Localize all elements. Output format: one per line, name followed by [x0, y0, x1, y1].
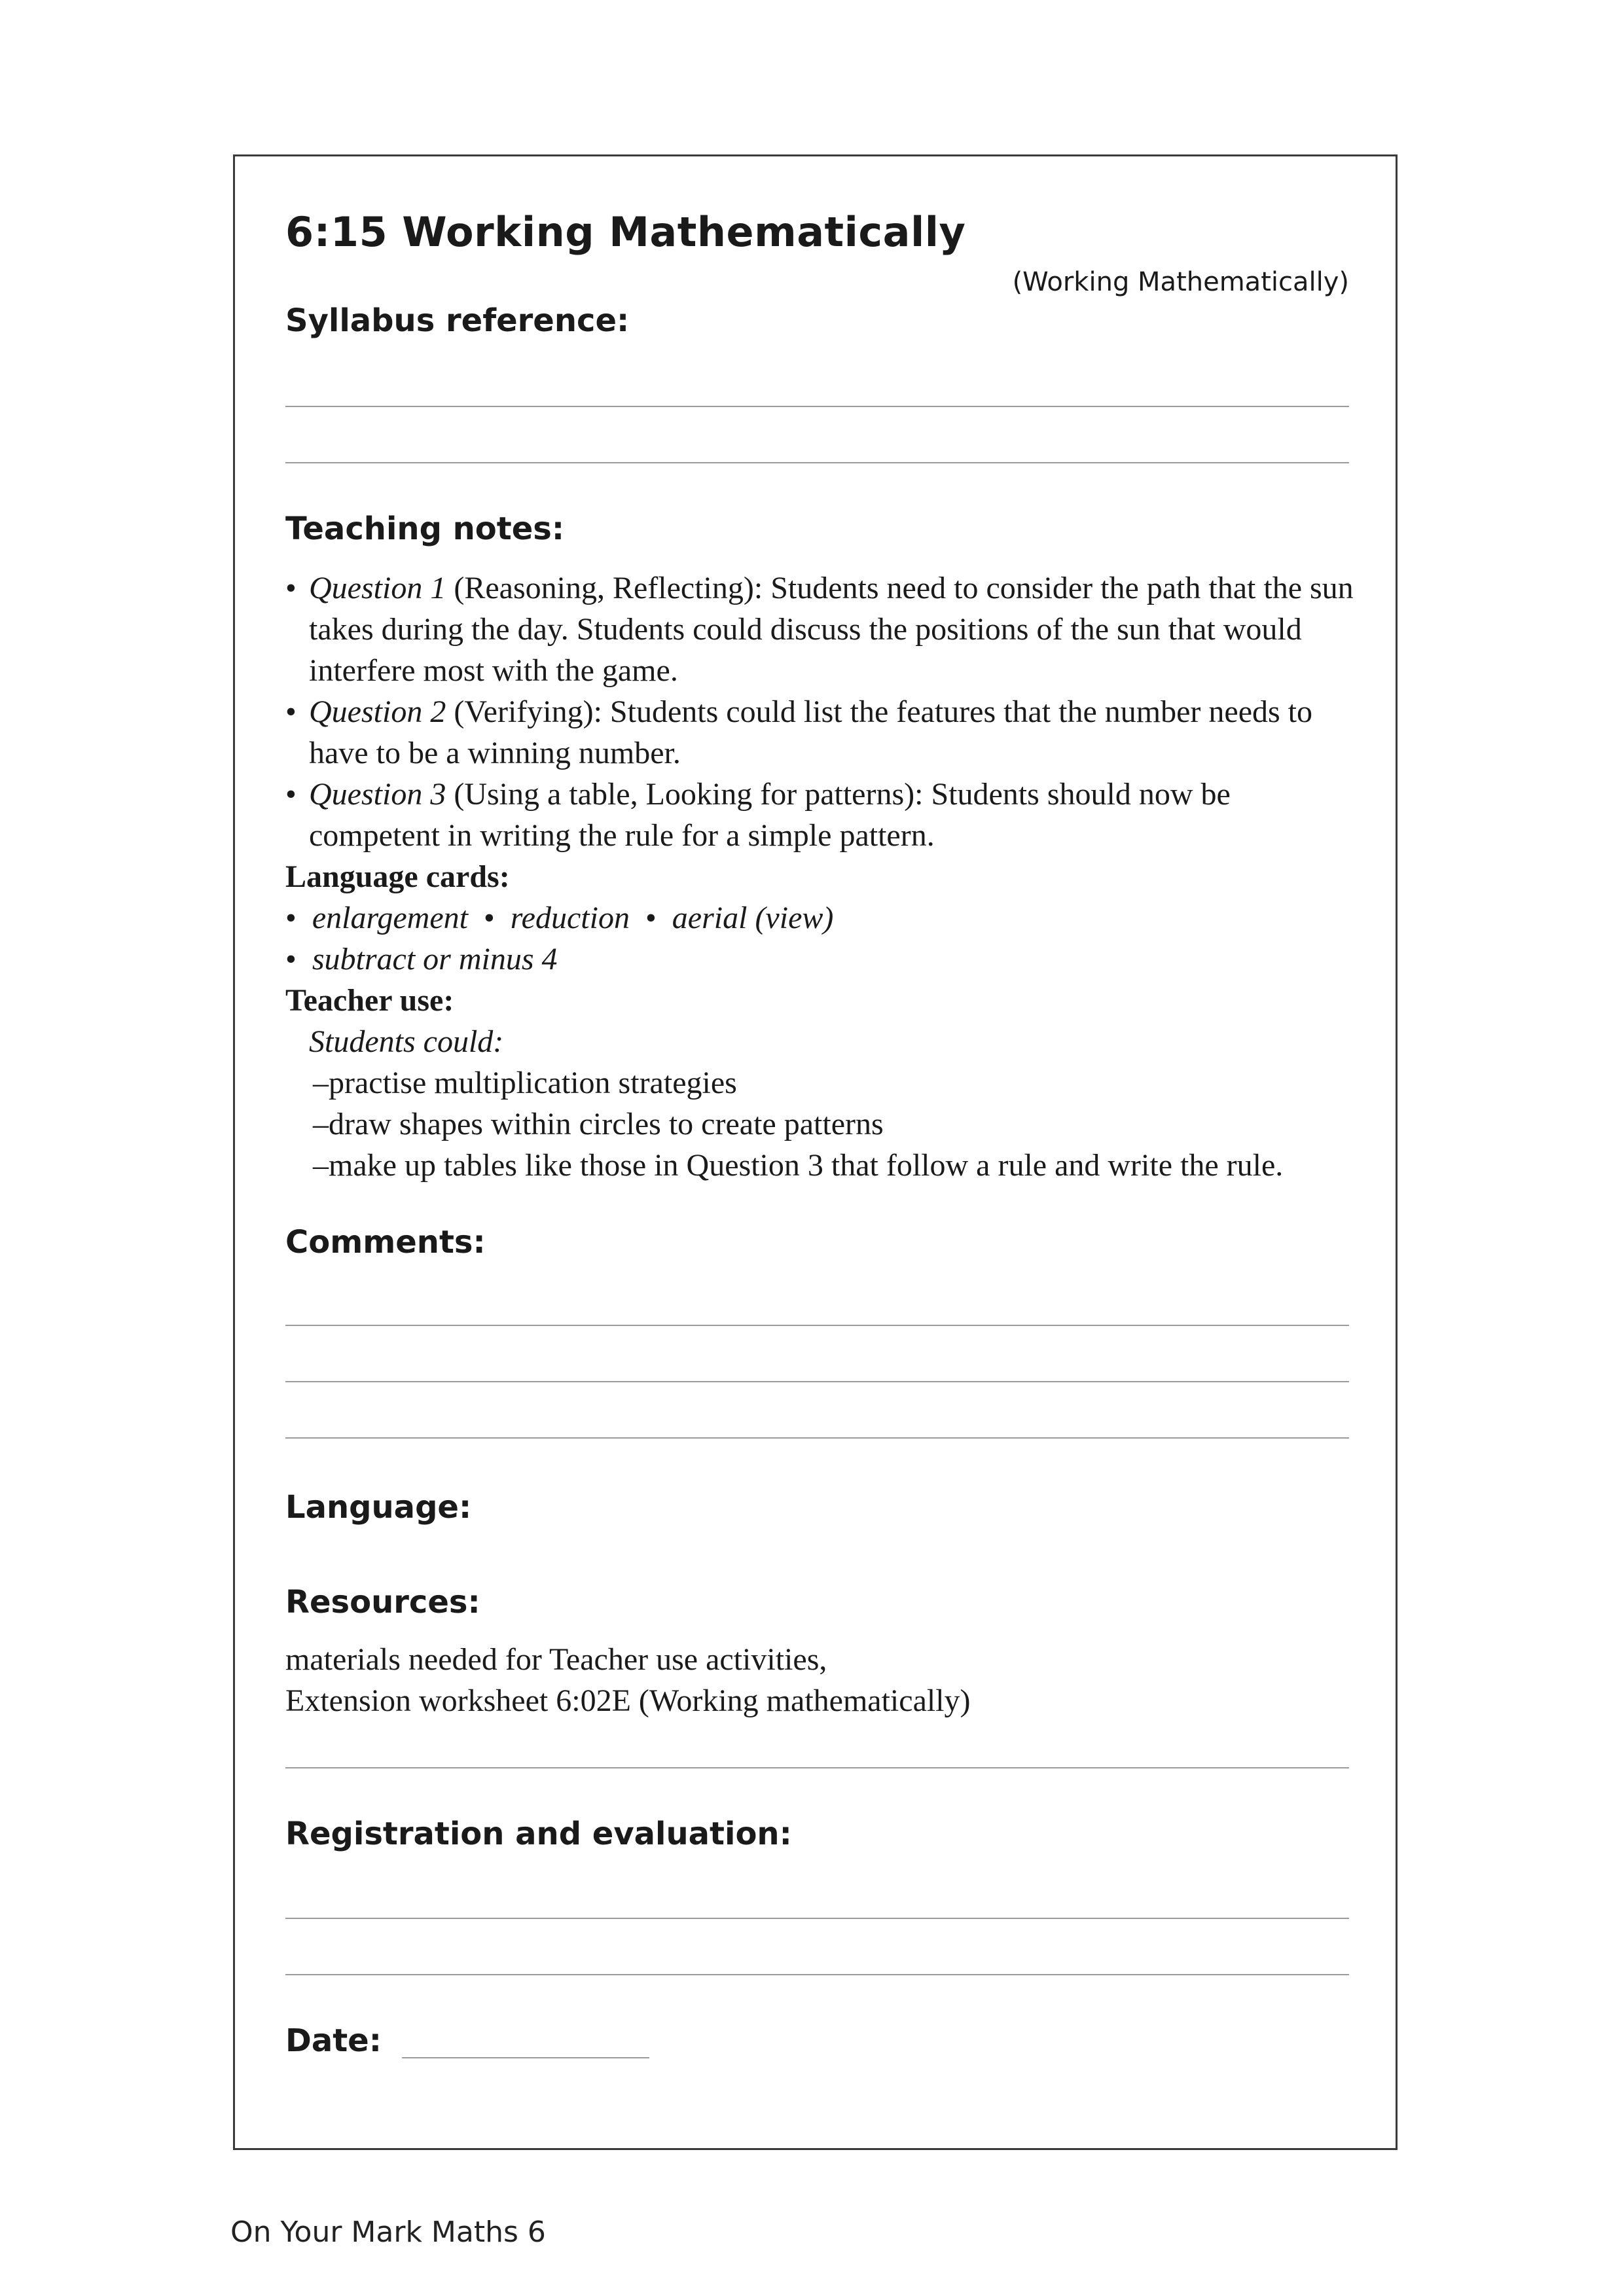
page-footer: On Your Mark Maths 6	[230, 2215, 546, 2249]
teaching-notes-body	[285, 567, 1359, 1186]
resources-line: Extension worksheet 6:02E (Working mathematically)	[285, 1683, 971, 1718]
comments-line-1[interactable]	[285, 1325, 1349, 1326]
note-label: Question 2	[309, 694, 446, 729]
teacher-use-item-text: draw shapes within circles to create patterns	[329, 1107, 884, 1141]
teacher-use-item: –draw shapes within circles to create patterns	[313, 1107, 884, 1141]
resources-line-blank[interactable]	[285, 1767, 1349, 1768]
note-text: (Using a table, Looking for patterns): Students should now be competent in writing the rule for a simple pattern.	[309, 777, 1231, 853]
language-cards-line-1	[285, 897, 1359, 939]
language-card: aerial (view)	[672, 901, 834, 935]
date-heading: Date:	[285, 2022, 382, 2059]
bullet-icon: •	[645, 901, 657, 935]
teacher-use-item-text: practise multiplication strategies	[329, 1066, 737, 1100]
note-text: (Verifying): Students could list the features that the number needs to have to be a winning number.	[309, 694, 1313, 770]
language-card: enlargement	[312, 901, 468, 935]
note-label: Question 1	[309, 571, 446, 605]
teaching-notes-heading: Teaching notes:	[285, 511, 565, 547]
language-card: subtract or minus 4	[312, 942, 558, 977]
comments-heading: Comments:	[285, 1224, 486, 1261]
strand-label: (Working Mathematically)	[1012, 267, 1349, 297]
resources-line: materials needed for Teacher use activities,	[285, 1642, 827, 1677]
teacher-use-item: –practise multiplication strategies	[313, 1066, 737, 1100]
bullet-icon: •	[285, 777, 297, 812]
bullet-icon: •	[285, 694, 297, 729]
date-field[interactable]	[402, 2057, 649, 2058]
note-label: Question 3	[309, 777, 446, 812]
note-item-question-2	[285, 691, 1359, 774]
resources-heading: Resources:	[285, 1584, 480, 1621]
registration-line-1[interactable]	[285, 1918, 1349, 1919]
page-title: 6:15 Working Mathematically	[285, 208, 966, 256]
registration-line-2[interactable]	[285, 1974, 1349, 1975]
language-cards-line-2	[285, 939, 1359, 980]
comments-line-2[interactable]	[285, 1381, 1349, 1382]
comments-line-3[interactable]	[285, 1437, 1349, 1439]
syllabus-line-1[interactable]	[285, 406, 1349, 407]
language-card: reduction	[510, 901, 630, 935]
syllabus-line-2[interactable]	[285, 462, 1349, 463]
bullet-icon: •	[483, 901, 495, 935]
registration-heading: Registration and evaluation:	[285, 1816, 792, 1852]
resources-body	[285, 1639, 1359, 1721]
teacher-use-item: –make up tables like those in Question 3 that follow a rule and write the rule.	[313, 1148, 1284, 1183]
bullet-icon: •	[285, 942, 297, 977]
teacher-use-intro: Students could:	[309, 1024, 504, 1059]
teacher-use-heading: Teacher use:	[285, 983, 454, 1018]
syllabus-reference-heading: Syllabus reference:	[285, 302, 630, 339]
language-heading: Language:	[285, 1489, 472, 1526]
language-cards-heading: Language cards:	[285, 859, 510, 894]
bullet-icon: •	[285, 901, 297, 935]
note-item-question-1	[285, 567, 1359, 691]
note-item-question-3	[285, 774, 1359, 856]
note-text: (Reasoning, Reflecting): Students need to consider the path that the sun takes during the day. Students could discuss the positions of the sun that would interfere most with the game.	[309, 571, 1354, 688]
bullet-icon: •	[285, 571, 297, 605]
teacher-use-item-text: make up tables like those in Question 3 that follow a rule and write the rule.	[329, 1148, 1284, 1183]
